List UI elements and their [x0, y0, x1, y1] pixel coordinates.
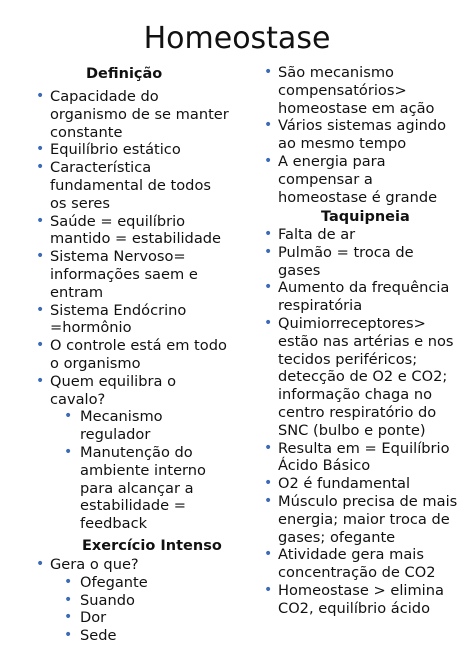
sub-list-item — [30, 627, 230, 645]
list-item — [258, 315, 458, 440]
list-item-text: Falta de ar — [278, 226, 356, 243]
list-item-text: São mecanismo compensatórios> homeostase em ação — [278, 64, 435, 117]
list-item-text: O2 é fundamental — [278, 475, 411, 493]
list-item — [258, 117, 458, 153]
section-heading-definicao: Definição — [86, 66, 163, 82]
list-item — [30, 556, 230, 574]
list-item — [258, 546, 458, 582]
list-item-text: Quimiorreceptores> estão nas artérias e nos tecidos periféricos; detecção de O2 e CO2; informação chaga no centro respiratório do SNC (bulbo e ponte) — [278, 314, 454, 439]
list-item — [30, 373, 230, 409]
list-item-text: Manutenção do ambiente interno para alcançar a estabilidade = feedback — [80, 443, 206, 533]
list-item-text: Atividade gera mais concentração de CO2 — [278, 546, 436, 582]
list-item — [30, 248, 230, 301]
list-item — [30, 141, 230, 159]
list-item — [30, 337, 230, 373]
list-item — [258, 279, 458, 315]
list-item — [258, 440, 458, 476]
compensatorios-list — [258, 64, 458, 206]
exercicio-list — [30, 556, 230, 645]
list-item — [30, 159, 230, 212]
list-item-text: Sede — [80, 627, 117, 645]
list-item-text: Resulta em = Equilíbrio Ácido Básico — [278, 439, 450, 475]
list-item — [258, 244, 458, 280]
list-item-text: Homeostase > elimina CO2, equilíbrio ácido — [278, 581, 444, 617]
list-item — [30, 213, 230, 249]
list-item-text: Pulmão = troca de gases — [278, 243, 414, 279]
sub-list-item — [30, 609, 230, 627]
sub-list-item — [30, 444, 230, 533]
list-item — [258, 493, 458, 546]
sub-list-item — [30, 574, 230, 592]
list-item-text: Característica fundamental de todos os seres — [50, 159, 211, 212]
list-item-text: Saúde = equilíbrio mantido = estabilidade — [50, 212, 222, 248]
list-item — [258, 226, 458, 244]
list-item-text: O controle está em todo o organismo — [50, 337, 227, 372]
list-item — [258, 64, 458, 117]
list-item — [258, 153, 458, 206]
list-item-text: Vários sistemas agindo ao mesmo tempo — [278, 117, 447, 153]
list-item-text: Sistema Nervoso= informações saem e entram — [50, 248, 198, 301]
list-item — [258, 582, 458, 618]
sub-list-item — [30, 592, 230, 610]
list-item-text: Equilíbrio estático — [50, 141, 181, 159]
page-title: Homeostase — [143, 21, 331, 56]
list-item-text: Gera o que? — [50, 556, 139, 573]
list-item-text: Músculo precisa de mais energia; maior troca de gases; ofegante — [278, 492, 458, 546]
list-item-text: Sistema Endócrino =hormônio — [50, 301, 187, 337]
list-item — [30, 302, 230, 338]
taquipneia-list — [258, 226, 458, 618]
list-item-text: Ofegante — [80, 573, 148, 591]
section-heading-taquipneia: Taquipneia — [321, 209, 410, 225]
section-heading-exercicio: Exercício Intenso — [82, 538, 222, 554]
list-item — [30, 88, 230, 141]
list-item-text: Quem equilibra o cavalo? — [50, 372, 176, 408]
list-item-text: Dor — [80, 609, 107, 627]
list-item-text: A energia para compensar a homeostase é grande — [278, 152, 438, 206]
sub-list-item — [30, 408, 230, 444]
list-item-text: Capacidade do organismo de se manter constante — [50, 88, 229, 141]
list-item — [258, 475, 458, 493]
definicao-list — [30, 88, 230, 533]
list-item-text: Aumento da frequência respiratória — [278, 279, 450, 315]
list-item-text: Suando — [80, 591, 135, 609]
list-item-text: Mecanismo regulador — [80, 408, 163, 444]
